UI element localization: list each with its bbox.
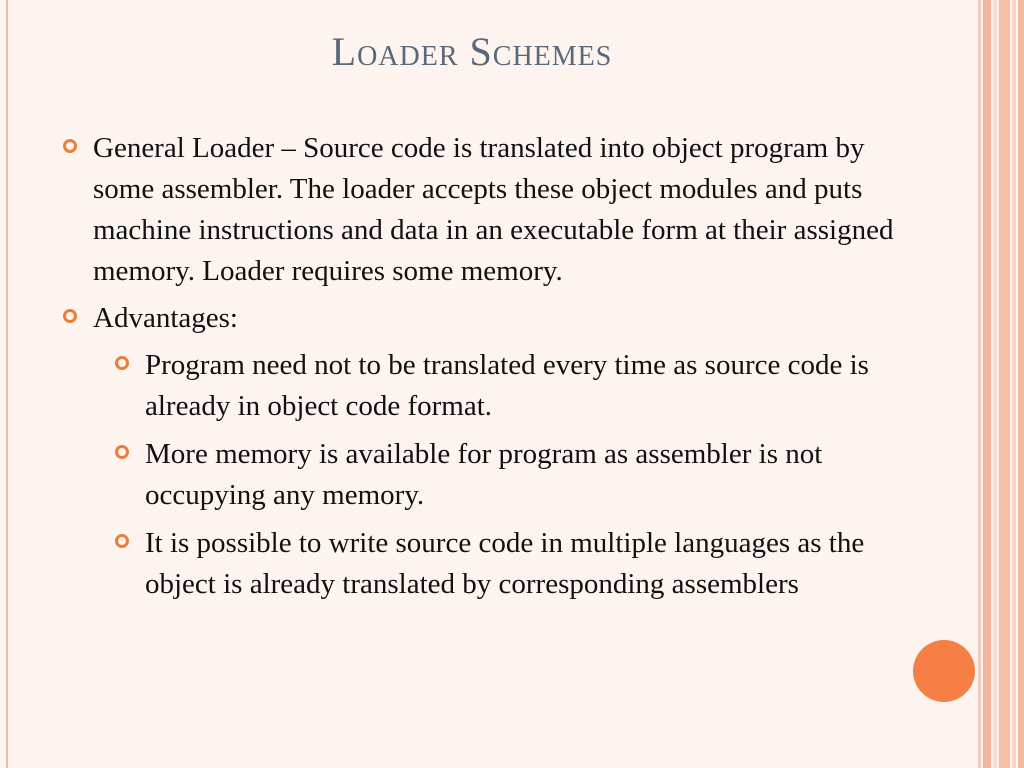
ring-bullet-icon (115, 356, 129, 370)
right-stripe (978, 0, 981, 768)
sub-bullet-text: Program need not to be translated every time as source code is already in object code format. (145, 349, 869, 422)
right-stripe (993, 0, 997, 768)
right-stripe (983, 0, 991, 768)
right-stripe (1018, 0, 1024, 768)
bullet-text: General Loader – Source code is translated into object program by some assembler. The loader accepts these object modules and puts machine instructions and data in an executable form at their assigned memory. Loader requires some memory. (93, 132, 894, 287)
ring-bullet-icon (115, 534, 129, 548)
sub-bullet-item (62, 345, 922, 427)
bullet-item (62, 128, 922, 292)
slide-title: Loader Schemes (331, 29, 613, 74)
right-stripe (1012, 0, 1016, 768)
ring-bullet-icon (63, 139, 77, 153)
sub-bullet-item (62, 523, 922, 605)
sub-bullet-text: More memory is available for program as assembler is not occupying any memory. (145, 438, 823, 511)
right-stripe (999, 0, 1010, 768)
bullet-text: Advantages: (93, 302, 238, 334)
slide-content (62, 128, 922, 612)
ring-bullet-icon (115, 445, 129, 459)
ring-bullet-icon (63, 309, 77, 323)
sub-bullet-text: It is possible to write source code in multiple languages as the object is already translated by corresponding assemblers (145, 527, 865, 600)
sub-bullet-item (62, 434, 922, 516)
left-border-line (6, 0, 8, 768)
orange-circle-icon (913, 640, 975, 702)
bullet-item (62, 298, 922, 339)
